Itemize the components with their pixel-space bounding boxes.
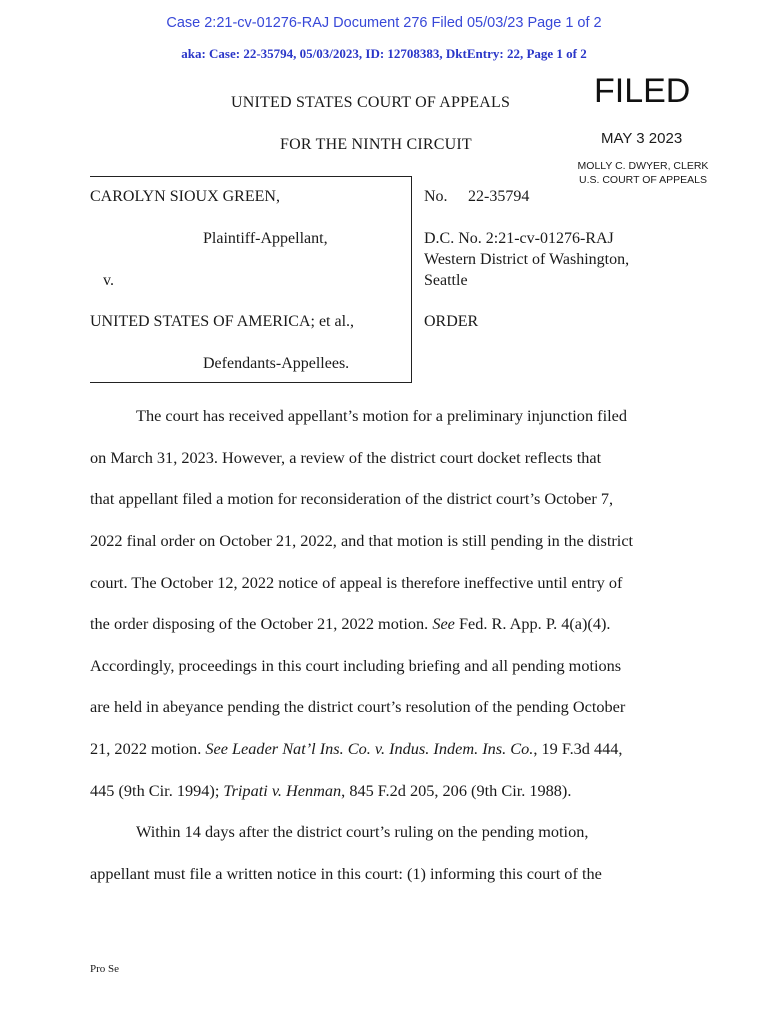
case-number: 22-35794 <box>468 188 530 205</box>
body-line: Within 14 days after the district court’s ruling on the pending motion, <box>136 822 589 841</box>
body-line: Accordingly, proceedings in this court including briefing and all pending motions <box>90 656 622 675</box>
body-line: on March 31, 2023. However, a review of the district court docket reflects that <box>90 448 602 467</box>
body-line: the order disposing of the October 21, 2022 motion. See Fed. R. App. P. 4(a)(4). <box>90 614 611 633</box>
document-type: ORDER <box>424 313 479 330</box>
plaintiff-name: CAROLYN SIOUX GREEN, <box>90 188 280 205</box>
clerk-name: MOLLY C. DWYER, CLERK <box>577 160 709 172</box>
body-line: that appellant filed a motion for reconsideration of the district court’s October 7, <box>90 489 614 508</box>
body-line: 2022 final order on October 21, 2022, and that motion is still pending in the district <box>90 531 634 550</box>
body-line: appellant must file a written notice in this court: (1) informing this court of the <box>90 864 602 883</box>
filed-label: FILED <box>594 72 691 110</box>
body-line: 21, 2022 motion. See Leader Nat’l Ins. Co. v. Indus. Indem. Ins. Co., 19 F.3d 444, <box>90 739 623 758</box>
body-line: 445 (9th Cir. 1994); Tripati v. Henman, 845 F.2d 205, 206 (9th Cir. 1988). <box>90 781 572 800</box>
district-court: Western District of Washington, <box>424 251 630 268</box>
court-name: UNITED STATES COURT OF APPEALS <box>231 94 511 111</box>
body-line: The court has received appellant’s motion for a preliminary injunction filed <box>136 406 627 425</box>
circuit-name: FOR THE NINTH CIRCUIT <box>280 136 472 153</box>
clerk-office: U.S. COURT OF APPEALS <box>579 174 707 186</box>
case-citation: Tripati v. Henman <box>223 781 342 800</box>
defendant-name: UNITED STATES OF AMERICA; et al., <box>90 313 355 330</box>
case-number-label: No. <box>424 188 448 205</box>
district-case-number: D.C. No. 2:21-cv-01276-RAJ <box>424 230 614 247</box>
appeal-docket-stamp: aka: Case: 22-35794, 05/03/2023, ID: 12708383, DktEntry: 22, Page 1 of 2 <box>181 46 587 61</box>
signal-see: See <box>432 614 455 633</box>
defendant-role: Defendants-Appellees. <box>203 355 350 372</box>
district-city: Seattle <box>424 272 468 289</box>
body-line: court. The October 12, 2022 notice of appeal is therefore ineffective until entry of <box>90 573 623 592</box>
case-filing-stamp: Case 2:21-cv-01276-RAJ Document 276 Filed 05/03/23 Page 1 of 2 <box>166 15 602 31</box>
versus: v. <box>103 272 114 289</box>
footer-label: Pro Se <box>90 963 120 975</box>
case-caption-box <box>90 176 412 383</box>
case-citation: See Leader Nat’l Ins. Co. v. Indus. Indem. Ins. Co. <box>205 739 534 758</box>
plaintiff-role: Plaintiff-Appellant, <box>203 230 328 247</box>
body-line: are held in abeyance pending the district court’s resolution of the pending October <box>90 697 626 716</box>
filed-date: MAY 3 2023 <box>601 130 683 147</box>
